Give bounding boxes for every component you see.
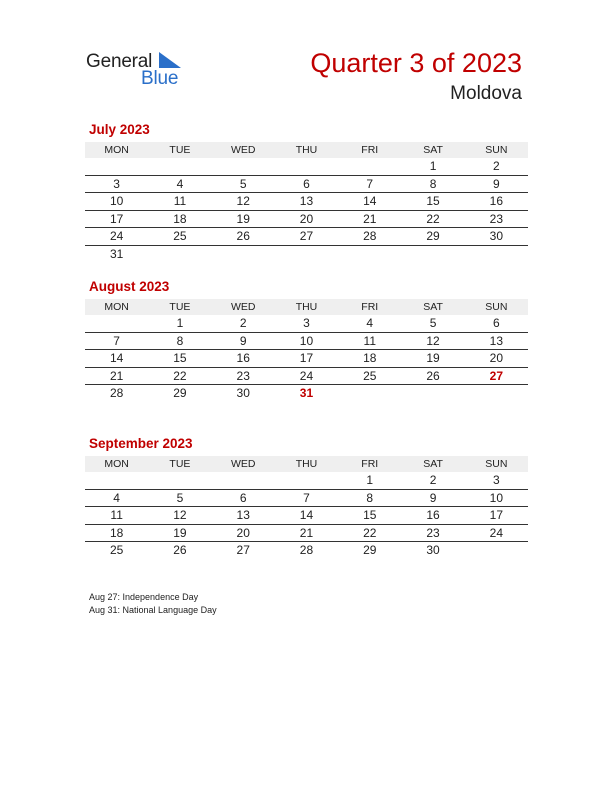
day-cell: 10 xyxy=(275,332,338,350)
day-cell xyxy=(275,158,338,175)
day-cell: 7 xyxy=(338,175,401,193)
weekday-header: FRI xyxy=(338,456,401,472)
day-cell: 25 xyxy=(338,367,401,385)
day-cell: 15 xyxy=(401,193,464,211)
day-cell: 26 xyxy=(173,543,187,558)
weekday-header: SUN xyxy=(465,299,528,315)
weekday-header: TUE xyxy=(148,456,211,472)
weekday-header: TUE xyxy=(148,299,211,315)
day-cell: 10 xyxy=(85,193,148,211)
week-row xyxy=(85,210,528,228)
day-cell xyxy=(465,542,528,559)
day-cell: 2 xyxy=(465,158,528,175)
day-cell: 16 xyxy=(401,507,464,525)
day-cell: 15 xyxy=(148,350,211,368)
day-cell xyxy=(85,472,148,489)
day-cell: 5 xyxy=(212,175,275,193)
day-cell: 26 xyxy=(212,228,275,246)
week-row xyxy=(85,385,528,402)
day-cell: 22 xyxy=(148,367,211,385)
day-cell: 30 xyxy=(236,386,250,401)
day-cell: 24 xyxy=(465,524,528,542)
logo-word-general: General xyxy=(86,51,153,72)
month-block-august xyxy=(85,279,528,402)
day-cell: 4 xyxy=(85,489,148,507)
weekday-header: FRI xyxy=(338,142,401,158)
day-cell: 17 xyxy=(275,350,338,368)
day-cell: 13 xyxy=(275,193,338,211)
day-cell: 16 xyxy=(212,350,275,368)
day-cell xyxy=(148,472,211,489)
day-cell: 14 xyxy=(338,193,401,211)
weekday-header: FRI xyxy=(338,299,401,315)
day-cell xyxy=(401,245,464,262)
day-cell: 9 xyxy=(401,489,464,507)
day-cell: 8 xyxy=(148,332,211,350)
day-cell xyxy=(148,158,211,175)
day-cell: 3 xyxy=(275,315,338,332)
holiday-note: Aug 27: Independence Day xyxy=(89,592,199,602)
day-cell: 21 xyxy=(85,367,148,385)
day-cell: 29 xyxy=(173,386,187,401)
day-cell: 16 xyxy=(465,193,528,211)
day-cell: 4 xyxy=(148,175,211,193)
day-cell: 3 xyxy=(85,175,148,193)
day-cell: 22 xyxy=(338,524,401,542)
day-cell: 6 xyxy=(212,489,275,507)
day-cell: 24 xyxy=(85,228,148,246)
day-cell xyxy=(212,158,275,175)
weekday-header: SUN xyxy=(465,456,528,472)
day-cell xyxy=(212,245,275,262)
day-cell: 22 xyxy=(401,210,464,228)
day-cell: 18 xyxy=(85,524,148,542)
day-cell: 15 xyxy=(338,507,401,525)
day-cell: 27 xyxy=(465,367,528,385)
week-row xyxy=(85,193,528,211)
day-cell xyxy=(275,245,338,262)
day-cell: 13 xyxy=(465,332,528,350)
day-cell: 5 xyxy=(148,489,211,507)
month-calendar-table xyxy=(85,299,528,402)
day-cell: 5 xyxy=(401,315,464,332)
week-row xyxy=(85,175,528,193)
weekday-header: WED xyxy=(212,299,275,315)
day-cell: 12 xyxy=(401,332,464,350)
day-cell: 12 xyxy=(148,507,211,525)
day-cell: 31 xyxy=(109,246,124,261)
day-cell: 4 xyxy=(338,315,401,332)
day-cell: 3 xyxy=(465,472,528,489)
day-cell: 28 xyxy=(109,386,124,401)
week-row xyxy=(85,228,528,246)
month-calendar-table xyxy=(85,456,528,559)
day-cell: 31 xyxy=(299,386,314,401)
day-cell: 28 xyxy=(299,543,314,558)
week-row xyxy=(85,367,528,385)
month-calendar-table xyxy=(85,142,528,262)
day-cell: 27 xyxy=(275,228,338,246)
day-cell: 6 xyxy=(465,315,528,332)
week-row xyxy=(85,245,528,262)
weekday-header: SAT xyxy=(401,142,464,158)
day-cell: 7 xyxy=(85,332,148,350)
weekday-header: THU xyxy=(275,456,338,472)
day-cell xyxy=(465,385,528,402)
day-cell: 25 xyxy=(109,543,124,558)
day-cell: 29 xyxy=(401,228,464,246)
day-cell: 30 xyxy=(465,228,528,246)
day-cell: 26 xyxy=(401,367,464,385)
month-title: August 2023 xyxy=(89,279,170,294)
weekday-header: SAT xyxy=(401,299,464,315)
day-cell: 23 xyxy=(401,524,464,542)
day-cell: 10 xyxy=(465,489,528,507)
day-cell xyxy=(212,472,275,489)
day-cell: 6 xyxy=(275,175,338,193)
day-cell: 11 xyxy=(338,332,401,350)
day-cell: 29 xyxy=(363,543,377,558)
day-cell: 20 xyxy=(212,524,275,542)
logo-triangle-icon xyxy=(159,52,181,68)
day-cell xyxy=(465,245,528,262)
day-cell: 27 xyxy=(236,543,250,558)
day-cell xyxy=(148,245,211,262)
day-cell: 17 xyxy=(85,210,148,228)
country-name: Moldova xyxy=(450,83,522,104)
day-cell xyxy=(338,385,401,402)
week-row xyxy=(85,158,528,175)
logo-word-blue: Blue xyxy=(141,68,179,89)
day-cell: 14 xyxy=(85,350,148,368)
weekday-header: THU xyxy=(275,142,338,158)
day-cell: 7 xyxy=(275,489,338,507)
day-cell: 24 xyxy=(275,367,338,385)
day-cell: 14 xyxy=(275,507,338,525)
week-row xyxy=(85,524,528,542)
day-cell: 25 xyxy=(148,228,211,246)
day-cell xyxy=(401,385,464,402)
day-cell xyxy=(338,158,401,175)
weekday-header: WED xyxy=(212,456,275,472)
week-row xyxy=(85,350,528,368)
day-cell: 11 xyxy=(85,507,148,525)
day-cell: 11 xyxy=(148,193,211,211)
weekday-header: MON xyxy=(85,142,148,158)
day-cell xyxy=(85,315,148,332)
day-cell: 19 xyxy=(212,210,275,228)
day-cell: 1 xyxy=(401,158,464,175)
weekday-header: SAT xyxy=(401,456,464,472)
day-cell xyxy=(85,158,148,175)
page-title: Quarter 3 of 2023 xyxy=(310,48,522,78)
day-cell: 9 xyxy=(212,332,275,350)
weekday-header: MON xyxy=(85,456,148,472)
weekday-header: THU xyxy=(275,299,338,315)
week-row xyxy=(85,542,528,559)
day-cell: 9 xyxy=(465,175,528,193)
day-cell: 1 xyxy=(338,472,401,489)
day-cell: 1 xyxy=(148,315,211,332)
holiday-note: Aug 31: National Language Day xyxy=(89,605,217,615)
month-title: September 2023 xyxy=(89,436,193,451)
day-cell xyxy=(338,245,401,262)
week-row xyxy=(85,315,528,332)
day-cell: 20 xyxy=(275,210,338,228)
day-cell: 12 xyxy=(212,193,275,211)
day-cell: 18 xyxy=(148,210,211,228)
day-cell xyxy=(275,472,338,489)
day-cell: 21 xyxy=(338,210,401,228)
week-row xyxy=(85,507,528,525)
week-row xyxy=(85,489,528,507)
day-cell: 2 xyxy=(401,472,464,489)
day-cell: 19 xyxy=(148,524,211,542)
day-cell: 13 xyxy=(212,507,275,525)
weekday-header: MON xyxy=(85,299,148,315)
day-cell: 18 xyxy=(338,350,401,368)
month-block-september xyxy=(85,436,528,559)
day-cell: 30 xyxy=(426,543,440,558)
holiday-notes xyxy=(89,591,217,617)
day-cell: 23 xyxy=(212,367,275,385)
day-cell: 21 xyxy=(275,524,338,542)
weekday-header: TUE xyxy=(148,142,211,158)
month-title: July 2023 xyxy=(89,122,150,137)
month-block-july xyxy=(85,122,528,262)
generalblue-logo xyxy=(86,51,196,91)
day-cell: 20 xyxy=(465,350,528,368)
day-cell: 23 xyxy=(465,210,528,228)
day-cell: 8 xyxy=(401,175,464,193)
week-row xyxy=(85,472,528,489)
day-cell: 28 xyxy=(338,228,401,246)
week-row xyxy=(85,332,528,350)
weekday-header: SUN xyxy=(465,142,528,158)
day-cell: 8 xyxy=(338,489,401,507)
day-cell: 2 xyxy=(212,315,275,332)
day-cell: 19 xyxy=(401,350,464,368)
weekday-header: WED xyxy=(212,142,275,158)
day-cell: 17 xyxy=(465,507,528,525)
